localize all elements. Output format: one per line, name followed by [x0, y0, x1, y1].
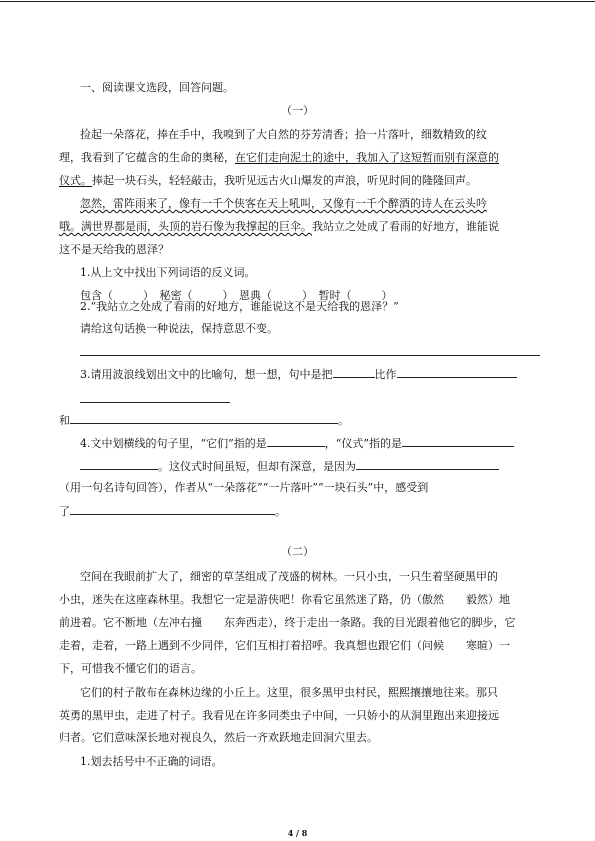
question-4-text: 了: [59, 505, 70, 518]
passage-line: 捡起一朵落花，捧在手中，我嗅到了大自然的芬芳清香；拾一片落叶，细数精致的纹: [80, 128, 487, 141]
blank-field[interactable]: [70, 412, 338, 424]
question-4-line2: [80, 458, 499, 473]
question-3-text: 3.请用波浪线划出文中的比喻句，想一想，句中是把: [80, 368, 333, 381]
top-border: [0, 1, 595, 2]
passage-line: 下，可惜我不懂它们的语言。: [59, 662, 202, 675]
question-2-instruction: 请给这句话换一种说法，保持意思不变。: [80, 322, 278, 335]
section-heading: 一、阅读课文选段，回答问题。: [80, 81, 234, 94]
blank-field[interactable]: [80, 458, 158, 470]
word-zanshi: ） 暂时（: [302, 289, 352, 302]
passage-line: 小虫，迷失在这座森林里。我想它一定是游侠吧！你看它虽然迷了路，仍（傲然 毅然）地: [59, 593, 510, 606]
passage-line: 这不是天给我的恩泽？: [59, 243, 169, 256]
word-mimi: ） 秘密（: [143, 289, 193, 302]
word-baohan: 包含（: [80, 289, 113, 302]
passage-text: 我站立之处成了看雨的好地方，谁能说: [312, 220, 499, 233]
underlined-sentence: 在它们走向泥土的途中，我加入了这短暂而别有深意的: [235, 151, 499, 164]
passage-line: 前进着。它不断地（左冲右撞 东奔西走），终于走出一条路。我的目光跟着他它的脚步，它: [59, 616, 516, 629]
question-4-text: 4.文中划横线的句子里，“它们”指的是: [80, 437, 267, 450]
question-1: 1.从上文中找出下列词语的反义词。: [80, 266, 256, 279]
part-label-2: （二）: [281, 545, 314, 558]
question-4-line3: （用一句名诗句回答），作者从“一朵落花”“一片落叶”“一块石头”中，感受到: [59, 481, 429, 494]
question-2: 2.“我站立之处成了看雨的好地方，谁能说这不是天给我的恩泽？”: [80, 300, 399, 313]
passage-line: [80, 197, 487, 210]
word-end: ）: [381, 289, 393, 302]
passage-line: 归者。它们意味深长地对视良久，然后一齐欢跃地走回洞穴里去。: [59, 731, 378, 744]
page-number: 4 / 8: [287, 828, 308, 838]
period: 。: [338, 414, 349, 427]
passage-line: [59, 151, 499, 164]
word-endian: ） 恩典（: [222, 289, 272, 302]
answer-line[interactable]: [80, 355, 540, 356]
wavy-underlined-text: 像有一千个侠客在天上吼叫，又像有一千个醉酒的诗人在云头吟: [179, 197, 487, 210]
blank-field[interactable]: [333, 366, 375, 378]
question-4: [80, 435, 514, 450]
question-3: [80, 366, 517, 381]
question-3-and: [59, 412, 349, 427]
passage-line: [59, 220, 499, 233]
passage-text: 理，我看到了它蕴含的生命的奥秘，: [59, 151, 235, 164]
blank-field[interactable]: [397, 366, 517, 378]
underlined-sentence: 仪式。: [59, 174, 92, 187]
part-label-1: （一）: [281, 104, 314, 117]
passage-text: 捧起一块石头，轻轻敲击，我听见远古火山爆发的声浪，听见时间的隆隆回声。: [92, 174, 477, 187]
passage-line: 空间在我眼前扩大了，细密的草茎组成了茂盛的树林。一只小虫，一只生着坚硬黑甲的: [80, 570, 498, 583]
blank-field[interactable]: [70, 503, 275, 515]
question-3-text: 比作: [374, 368, 397, 381]
period: 。: [275, 505, 286, 518]
wavy-underlined-text: 忽然，雷阵雨来了，: [80, 197, 179, 210]
blank-field[interactable]: [356, 458, 499, 470]
blank-field[interactable]: [267, 435, 325, 447]
answer-line[interactable]: [80, 402, 230, 403]
question-4-text: 。这仪式时间虽短，但却有深意，是因为: [158, 460, 356, 473]
passage-line: [59, 174, 477, 187]
question-4-line4: [59, 503, 286, 518]
question-4-text: ，“仪式”指的是: [324, 437, 402, 450]
blank-field[interactable]: [402, 435, 514, 447]
question-1-part2: 1.划去括号中不正确的词语。: [80, 755, 223, 768]
passage-line: 走着，走着，一路上遇到不少同伴，它们互相打着招呼。我真想也跟它们（问候 寒暄）一: [59, 639, 510, 652]
passage-line: 它们的村子散布在森林边缘的小丘上。这里，很多黑甲虫村民，熙熙攘攘地往来。那只: [80, 686, 498, 699]
passage-line: 英勇的黑甲虫，走进了村子。我看见在许多同类虫子中间，一只娇小的从洞里跑出来迎接远: [59, 709, 499, 722]
wavy-underlined-text: 哦。满世界都是雨，头顶的岩石像为我撑起的巨伞。: [59, 220, 312, 233]
and-text: 和: [59, 414, 70, 427]
